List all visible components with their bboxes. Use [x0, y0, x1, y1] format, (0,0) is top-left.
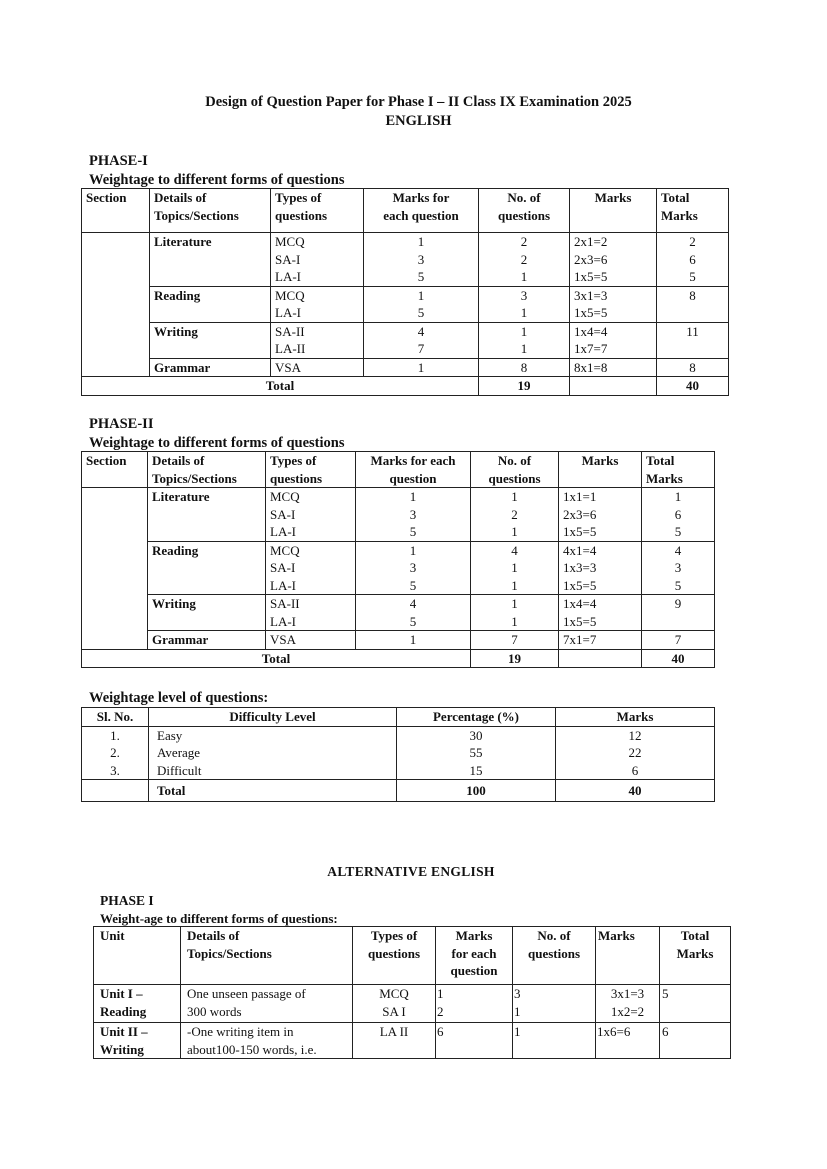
marks-cell: 12 22 6 [556, 726, 715, 780]
header-count: No. of questions [471, 452, 559, 488]
total-cell: 7 [642, 631, 715, 650]
count-cell: 3 1 [479, 286, 570, 322]
types-cell: SA-II LA-I [266, 595, 356, 631]
types-cell: LA II [353, 1023, 436, 1059]
phase2-subheading: Weightage to different forms of questions [89, 435, 345, 451]
topic-cell: Reading [148, 541, 266, 595]
table-row [82, 726, 715, 780]
table-total-row [82, 377, 729, 396]
marks-each-cell: 1 [356, 631, 471, 650]
count-cell: 8 [479, 358, 570, 377]
marks-cell: 1x4=4 1x5=5 [559, 595, 642, 631]
table-row [82, 358, 729, 377]
table-row [94, 1023, 731, 1059]
marks-cell: 8x1=8 [570, 358, 657, 377]
total-marks: 40 [657, 377, 729, 396]
topic-cell: Literature [148, 488, 266, 542]
table-header-row [82, 189, 729, 233]
types-cell: VSA [266, 631, 356, 650]
header-marks-each: Marks for each question [436, 927, 513, 985]
header-types: Types of questions [271, 189, 364, 233]
table-total-row [82, 780, 715, 802]
total-label: Total [82, 377, 479, 396]
topic-cell: Writing [150, 322, 271, 358]
marks-each-cell: 1 [364, 358, 479, 377]
total-cell: 6 [660, 1023, 731, 1059]
header-sl-no: Sl. No. [82, 708, 149, 727]
phase2-table [81, 451, 715, 668]
difficulty-heading: Weightage level of questions: [89, 690, 269, 706]
details-cell: -One writing item in about100-150 words, i.e. [181, 1023, 353, 1059]
header-count: No. of questions [513, 927, 596, 985]
alt-subheading: Weight-age to different forms of questions: [100, 911, 338, 926]
header-difficulty: Difficulty Level [149, 708, 397, 727]
phase1-subheading: Weightage to different forms of questions [89, 172, 345, 188]
marks-each-cell: 4 7 [364, 322, 479, 358]
header-details: Details of Topics/Sections [148, 452, 266, 488]
types-cell: MCQ SA-I LA-I [266, 541, 356, 595]
table-row [82, 286, 729, 322]
header-total: Total Marks [660, 927, 731, 985]
unit-cell: Unit I – Reading [94, 985, 181, 1023]
table-row [82, 631, 715, 650]
percentage-cell: 30 55 15 [397, 726, 556, 780]
total-marks-blank [570, 377, 657, 396]
header-total: Total Marks [657, 189, 729, 233]
marks-cell: 1x6=6 [596, 1023, 660, 1059]
marks-each-cell: 1 3 5 [356, 488, 471, 542]
count-cell: 7 [471, 631, 559, 650]
types-cell: MCQ SA I [353, 985, 436, 1023]
count-cell: 1 2 1 [471, 488, 559, 542]
header-marks: Marks [556, 708, 715, 727]
marks-cell: 4x1=4 1x3=3 1x5=5 [559, 541, 642, 595]
header-types: Types of questions [353, 927, 436, 985]
header-marks-each: Marks for each question [356, 452, 471, 488]
phase1-heading: PHASE-I [89, 153, 148, 169]
subject-title: ENGLISH [385, 113, 452, 129]
table-row [82, 488, 715, 542]
header-marks: Marks [570, 189, 657, 233]
total-cell: 2 6 5 [657, 233, 729, 287]
header-details: Details of Topics/Sections [181, 927, 353, 985]
total-count: 19 [479, 377, 570, 396]
blank-cell [82, 780, 149, 802]
total-marks-blank [559, 649, 642, 668]
types-cell: VSA [271, 358, 364, 377]
details-cell: One unseen passage of 300 words [181, 985, 353, 1023]
topic-cell: Literature [150, 233, 271, 287]
count-cell: 3 1 [513, 985, 596, 1023]
difficulty-table [81, 707, 715, 802]
count-cell: 1 1 [479, 322, 570, 358]
marks-cell: 1x1=1 2x3=6 1x5=5 [559, 488, 642, 542]
phase2-heading: PHASE-II [89, 416, 154, 432]
table-total-row [82, 649, 715, 668]
header-section: Section [82, 452, 148, 488]
marks-each-cell: 1 5 [364, 286, 479, 322]
header-total: Total Marks [642, 452, 715, 488]
total-cell: 11 [657, 322, 729, 358]
marks-each-cell: 1 3 5 [364, 233, 479, 287]
total-cell: 9 [642, 595, 715, 631]
unit-cell: Unit II – Writing [94, 1023, 181, 1059]
marks-cell: 3x1=3 1x2=2 [596, 985, 660, 1023]
total-cell: 4 3 5 [642, 541, 715, 595]
marks-each-cell: 1 3 5 [356, 541, 471, 595]
total-cell: 8 [657, 358, 729, 377]
alt-table [93, 926, 731, 1059]
marks-each-cell: 6 [436, 1023, 513, 1059]
table-row [82, 595, 715, 631]
table-row [82, 233, 729, 287]
types-cell: MCQ SA-I LA-I [266, 488, 356, 542]
header-section: Section [82, 189, 150, 233]
total-marks: 40 [556, 780, 715, 802]
types-cell: SA-II LA-II [271, 322, 364, 358]
table-header-row [82, 708, 715, 727]
difficulty-cell: Easy Average Difficult [149, 726, 397, 780]
types-cell: MCQ LA-I [271, 286, 364, 322]
document-title: Design of Question Paper for Phase I – II Class IX Examination 2025 [205, 94, 632, 110]
header-types: Types of questions [266, 452, 356, 488]
marks-cell: 7x1=7 [559, 631, 642, 650]
topic-cell: Reading [150, 286, 271, 322]
count-cell: 1 [513, 1023, 596, 1059]
total-cell: 1 6 5 [642, 488, 715, 542]
total-count: 19 [471, 649, 559, 668]
marks-cell: 3x1=3 1x5=5 [570, 286, 657, 322]
total-cell: 5 [660, 985, 731, 1023]
table-row [94, 985, 731, 1023]
page-title [0, 93, 827, 131]
marks-each-cell: 1 2 [436, 985, 513, 1023]
header-marks-each: Marks for each question [364, 189, 479, 233]
total-marks: 40 [642, 649, 715, 668]
total-percentage: 100 [397, 780, 556, 802]
sl-no-cell: 1. 2. 3. [82, 726, 149, 780]
table-row [82, 322, 729, 358]
total-label: Total [149, 780, 397, 802]
topic-cell: Writing [148, 595, 266, 631]
types-cell: MCQ SA-I LA-I [271, 233, 364, 287]
alt-heading: PHASE I [100, 893, 154, 908]
count-cell: 4 1 1 [471, 541, 559, 595]
header-count: No. of questions [479, 189, 570, 233]
section-cell [82, 233, 150, 377]
header-unit: Unit [94, 927, 181, 985]
topic-cell: Grammar [150, 358, 271, 377]
section-cell [82, 488, 148, 650]
topic-cell: Grammar [148, 631, 266, 650]
table-header-row [82, 452, 715, 488]
table-header-row [94, 927, 731, 985]
count-cell: 2 2 1 [479, 233, 570, 287]
alt-title: ALTERNATIVE ENGLISH [327, 864, 495, 879]
table-row [82, 541, 715, 595]
count-cell: 1 1 [471, 595, 559, 631]
marks-cell: 2x1=2 2x3=6 1x5=5 [570, 233, 657, 287]
header-percentage: Percentage (%) [397, 708, 556, 727]
total-cell: 8 [657, 286, 729, 322]
marks-cell: 1x4=4 1x7=7 [570, 322, 657, 358]
total-label: Total [82, 649, 471, 668]
phase1-table [81, 188, 729, 396]
header-marks: Marks [559, 452, 642, 488]
header-marks: Marks [596, 927, 660, 985]
header-details: Details of Topics/Sections [150, 189, 271, 233]
marks-each-cell: 4 5 [356, 595, 471, 631]
